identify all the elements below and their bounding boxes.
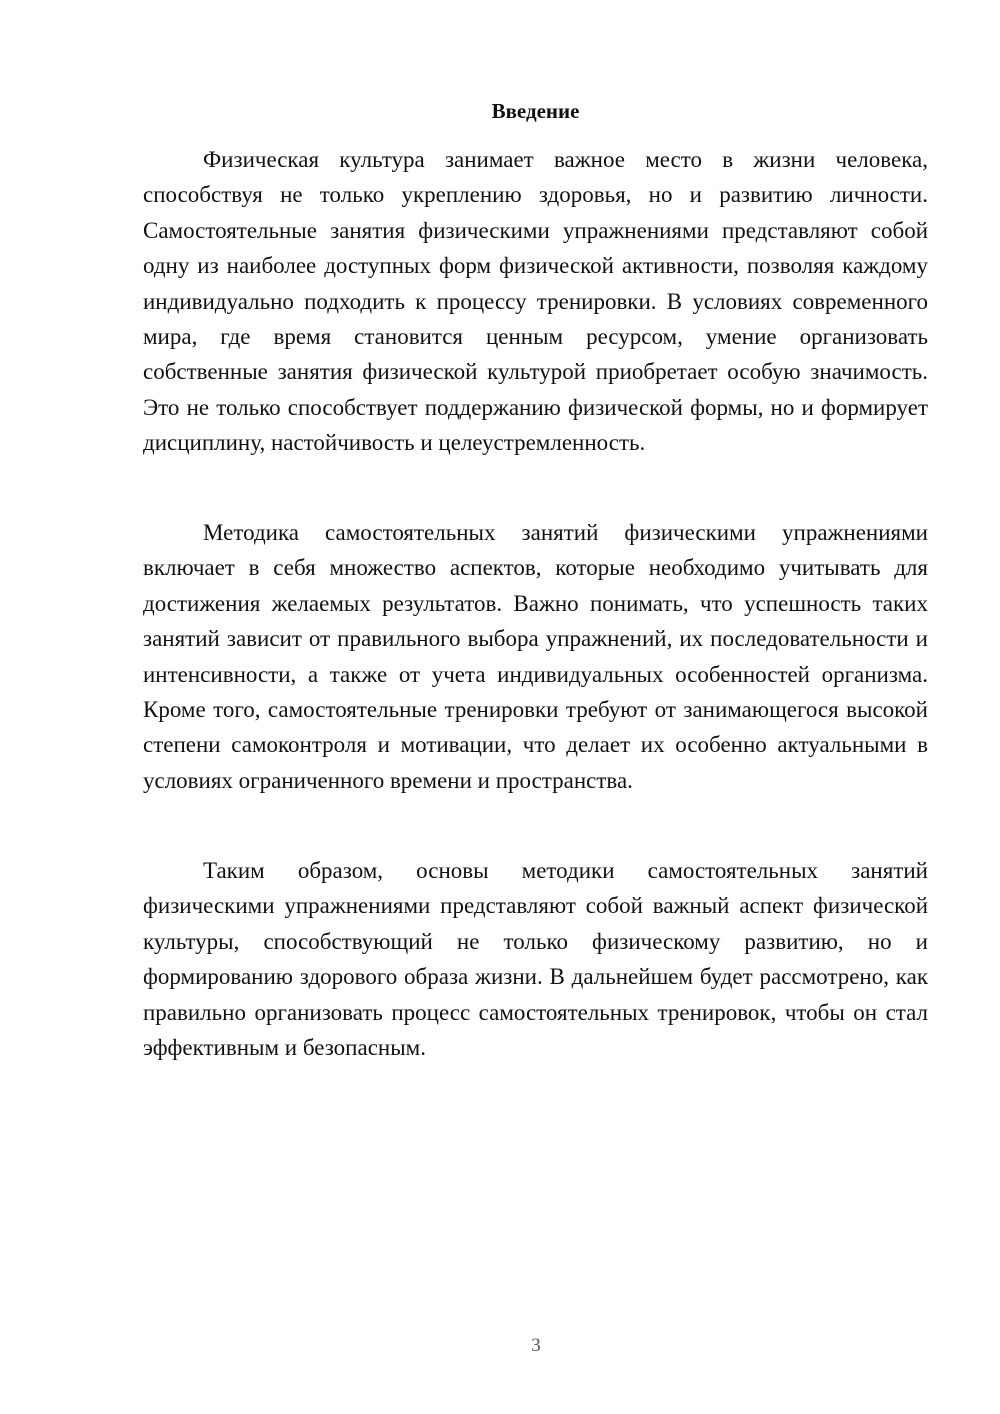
paragraph-methodology: Методика самостоятельных занятий физическими упражнениями включает в себя множество аспектов, которые необходимо учитывать для достижения желаемых результатов. Важно понимать, что успешность таких занятий зависит от правильного выбора упражнений, их последовательности и интенсивности, а также от учета индивидуальных особенностей организма. Кроме того, самостоятельные тренировки требуют от занимающегося высокой степени самоконтроля и мотивации, что делает их особенно актуальными в условиях ограниченного времени и пространства.: [143, 520, 928, 793]
paragraph-conclusion: Таким образом, основы методики самостоятельных занятий физическими упражнениями представляют собой важный аспект физической культуры, способствующий не только физическому развитию, но и формированию здорового образа жизни. В дальнейшем будет рассмотрено, как правильно организовать процесс самостоятельных тренировок, чтобы он стал эффективным и безопасным.: [143, 858, 928, 1061]
page-number: 3: [531, 1335, 541, 1356]
paragraph-intro: Физическая культура занимает важное место в жизни человека, способствуя не только укреплению здоровья, но и развитию личности. Самостоятельные занятия физическими упражнениями представляют собой одну из наиболее доступных форм физической активности, позволяя каждому индивидуально подходить к процессу тренировки. В условиях современного мира, где время становится ценным ресурсом, умение организовать собственные занятия физической культурой приобретает особую значимость. Это не только способствует поддержанию физической формы, но и формирует дисциплину, настойчивость и целеустремленность.: [143, 147, 928, 456]
page-title: Введение: [491, 99, 580, 123]
